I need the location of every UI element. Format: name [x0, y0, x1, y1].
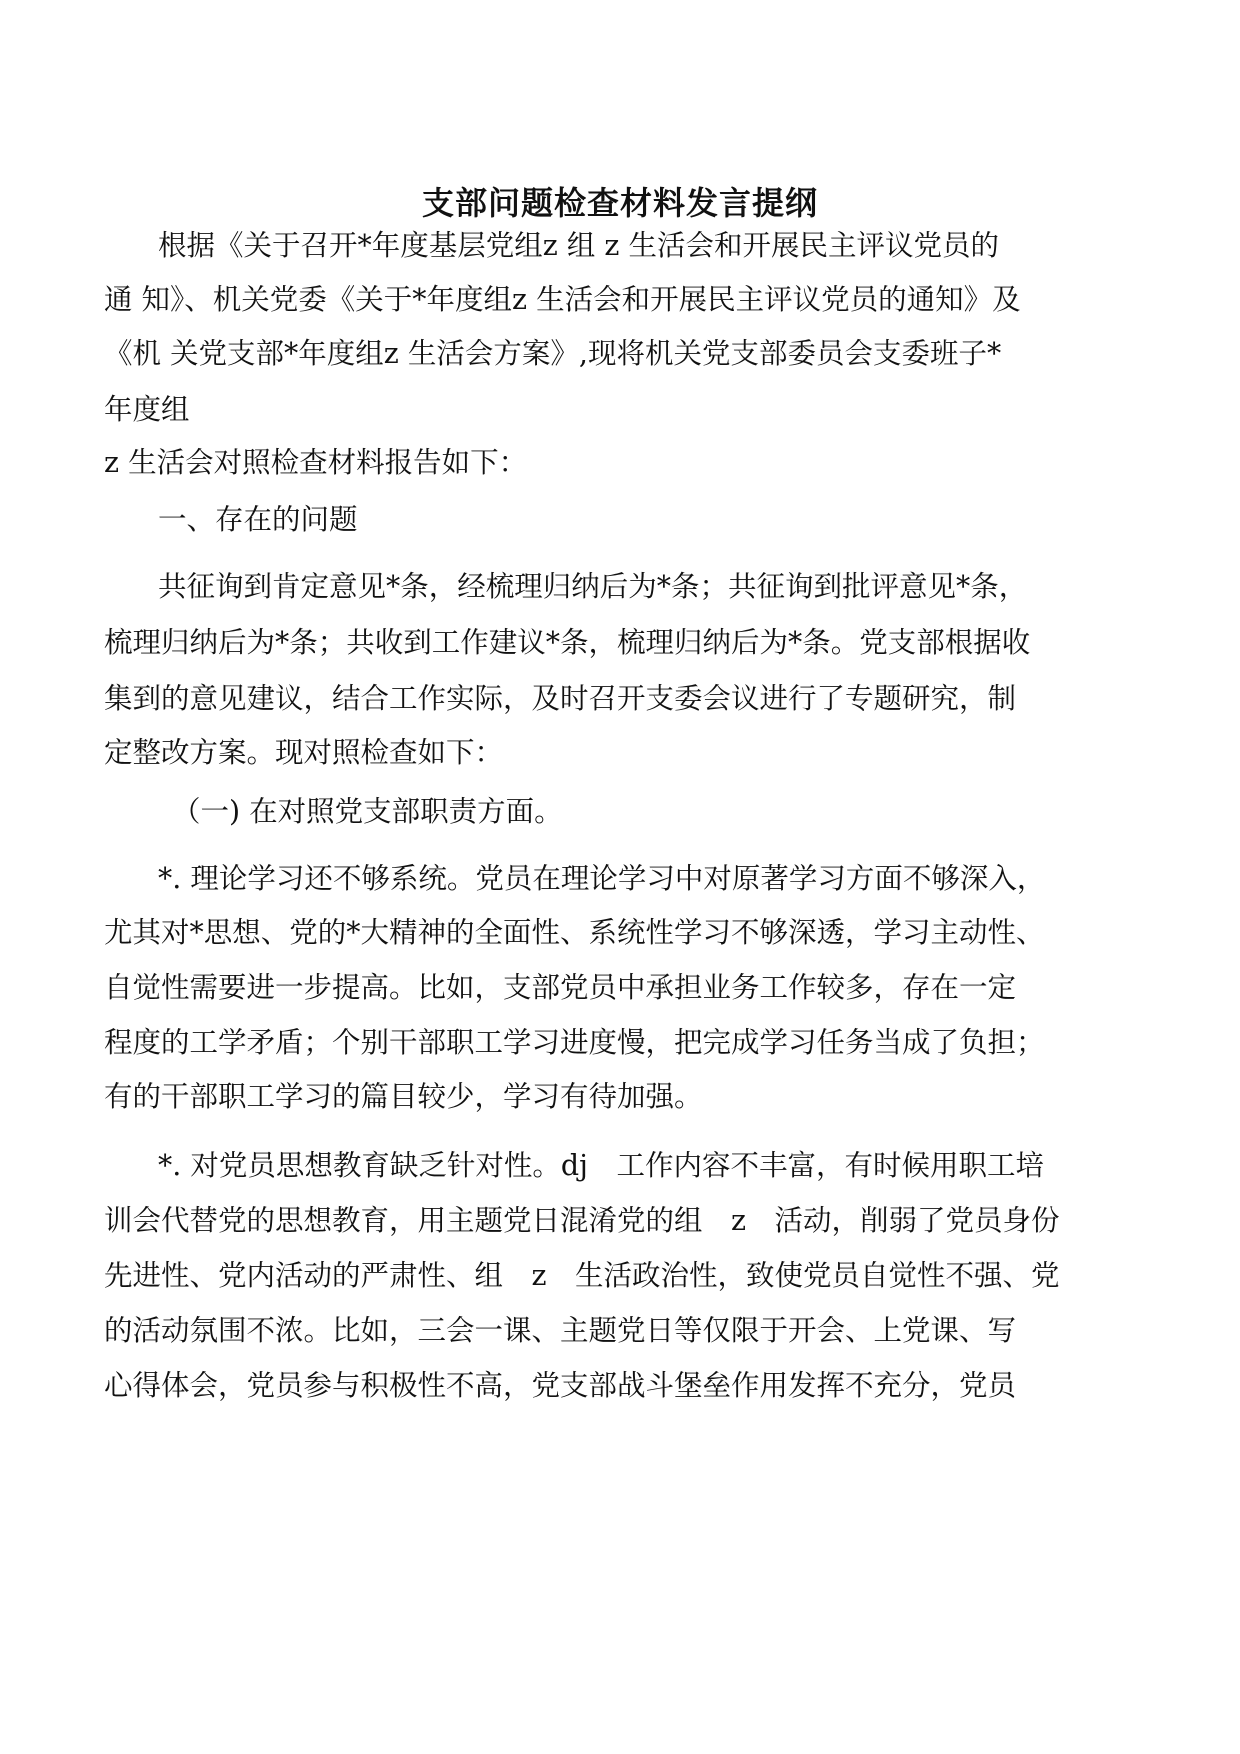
intro-line-1: 根据《关于召开*年度基层党组z 组 z 生活会和开展民主评议党员的: [158, 229, 999, 262]
document-title: 支部问题检查材料发言提纲: [421, 184, 818, 222]
para-2-line-5: 有的干部职工学习的篇目较少，学习有待加强。: [104, 1080, 703, 1113]
section-heading-problems: 一、存在的问题: [158, 503, 358, 536]
intro-line-3: 《机 关党支部*年度组z 生活会方案》,现将机关党支部委员会支委班子*: [104, 337, 1002, 370]
para-2-line-3: 自觉性需要进一步提高。比如，支部党员中承担业务工作较多，存在一定: [104, 971, 1017, 1004]
para-3-line-1: *. 对党员思想教育缺乏针对性。dj 工作内容不丰富，有时候用职工培: [158, 1149, 1044, 1182]
para-3-line-3: 先进性、党内活动的严肃性、组 z 生活政治性，致使党员自觉性不强、党: [104, 1259, 1060, 1292]
subsection-heading-1: （一) 在对照党支部职责方面。: [172, 795, 563, 828]
para-1-line-1: 共征询到肯定意见*条，经梳理归纳后为*条；共征询到批评意见*条，: [158, 570, 1028, 603]
para-2-line-1: *. 理论学习还不够系统。党员在理论学习中对原著学习方面不够深入，: [158, 862, 1046, 895]
para-1-line-4: 定整改方案。现对照检查如下：: [104, 736, 504, 769]
intro-line-4: 年度组: [104, 393, 190, 426]
para-3-line-2: 训会代替党的思想教育，用主题党日混淆党的组 z 活动，削弱了党员身份: [104, 1204, 1060, 1237]
intro-line-5: z 生活会对照检查材料报告如下：: [104, 446, 528, 479]
para-2-line-2: 尤其对*思想、党的*大精神的全面性、系统性学习不够深透，学习主动性、: [104, 916, 1045, 949]
para-1-line-3: 集到的意见建议，结合工作实际，及时召开支委会议进行了专题研究，制: [104, 682, 1017, 715]
intro-line-2: 通 知》、机关党委《关于*年度组z 生活会和开展民主评议党员的通知》及: [104, 283, 1021, 316]
para-3-line-4: 的活动氛围不浓。比如，三会一课、主题党日等仅限于开会、上党课、写: [104, 1314, 1017, 1347]
para-3-line-5: 心得体会，党员参与积极性不高，党支部战斗堡垒作用发挥不充分，党员: [104, 1369, 1017, 1402]
para-2-line-4: 程度的工学矛盾；个别干部职工学习进度慢，把完成学习任务当成了负担；: [104, 1026, 1045, 1059]
para-1-line-2: 梳理归纳后为*条；共收到工作建议*条，梳理归纳后为*条。党支部根据收: [104, 626, 1031, 659]
